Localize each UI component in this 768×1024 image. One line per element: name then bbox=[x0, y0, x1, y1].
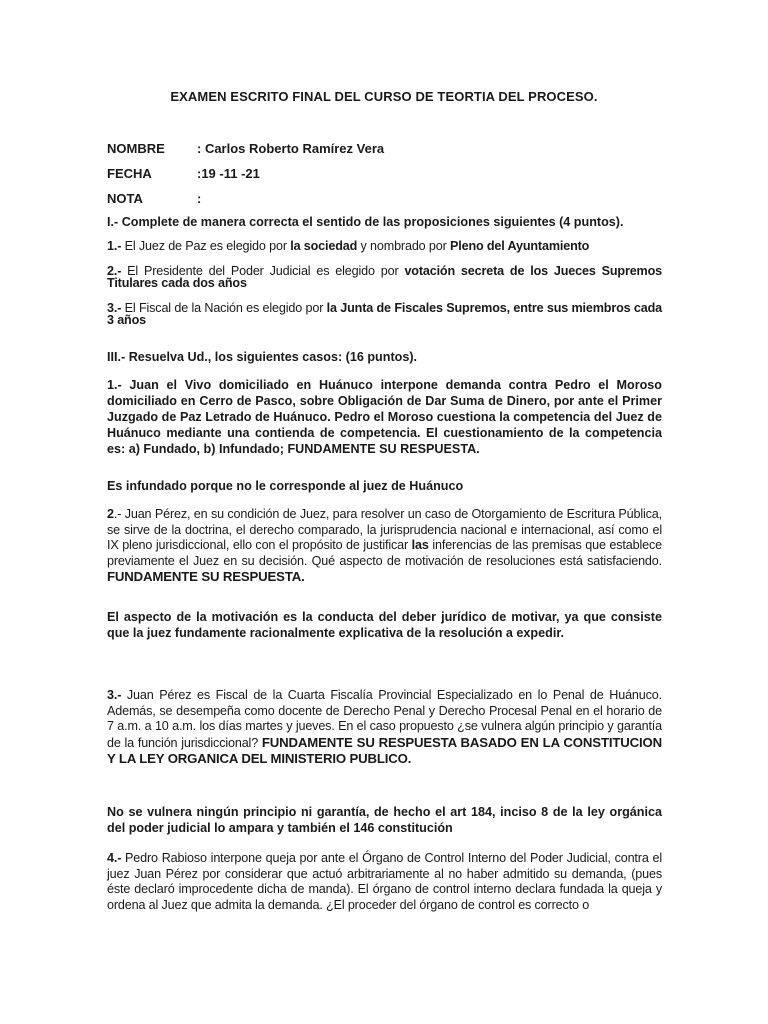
case-1-answer: Es infundado porque no le corresponde al juez de Huánuco bbox=[107, 479, 464, 493]
field-value: :19 -11 -21 bbox=[197, 166, 260, 181]
case-emphasis: FUNDAMENTE SU RESPUESTA BASADO EN LA CONSTITUCION Y LA LEY ORGANICA DEL MINISTERIO PUBLICO. bbox=[107, 734, 663, 766]
case-text: inferencias de las premisas que establece previamente el Juez en su decisión. Qué aspecto de motivación de resoluciones está satisfaciendo. bbox=[107, 538, 662, 568]
case-bold-word: las bbox=[411, 538, 429, 552]
question-text: El Fiscal de la Nación es elegido por bbox=[121, 301, 327, 315]
question-text: El Presidente del Poder Judicial es elegido por bbox=[121, 264, 405, 278]
question-1 bbox=[107, 239, 662, 255]
exam-title: EXAMEN ESCRITO FINAL DEL CURSO DE TEORTIA DEL PROCESO. bbox=[170, 89, 598, 104]
question-text: El Juez de Paz es elegido por bbox=[121, 239, 291, 253]
field-label: NOMBRE bbox=[107, 141, 165, 156]
answer-text: la sociedad bbox=[290, 239, 358, 253]
field-label: FECHA bbox=[107, 166, 152, 181]
answer-text: Pleno del Ayuntamiento bbox=[450, 239, 590, 253]
case-text: .- Juan Pérez, en su condición de Juez, para resolver un caso de Otorgamiento de Escritura Pública, se sirve de la doctrina, el derecho comparado, la jurisprudencia nacional e internacional, así como el IX pleno jurisdiccional, ello con el propósito de justificar bbox=[107, 507, 662, 552]
field-fecha bbox=[107, 166, 260, 181]
case-number: 2 bbox=[107, 507, 114, 521]
case-text: Juan Pérez es Fiscal de la Cuarta Fiscalía Provincial Especializado en lo Penal de Huánuco. Además, se desempeña como docente de Derecho Penal y Derecho Procesal Penal en el horario de 7 a.m. a 10 a.m. los días martes y jueves. En el caso propuesto ¿se vulnera algún principio y garantía de la función jurisdiccional? bbox=[107, 688, 662, 750]
question-number: 1.- bbox=[107, 239, 122, 253]
case-number: 4.- bbox=[107, 851, 122, 865]
case-number: 1.- bbox=[107, 378, 122, 392]
case-text: Pedro Rabioso interpone queja por ante el Órgano de Control Interno del Poder Judicial, contra el juez Juan Pérez por considerar que actuó arbitrariamente al no haber admitido su demanda, (pues éste declaró improcedente dicha de manda). El órgano de control interno declara fundada la queja y ordena al Juez que admita la demanda. ¿El proceder del órgano de control es correcto o bbox=[107, 851, 662, 912]
case-4 bbox=[107, 851, 662, 913]
question-3 bbox=[107, 302, 662, 326]
field-nota bbox=[107, 191, 201, 206]
question-number: 2.- bbox=[107, 264, 122, 278]
section-1-heading: I.- Complete de manera correcta el sentido de las proposiciones siguientes (4 puntos). bbox=[107, 215, 624, 229]
case-emphasis: FUNDAMENTE SU RESPUESTA. bbox=[107, 569, 305, 584]
field-label: NOTA bbox=[107, 191, 143, 206]
question-text: y nombrado por bbox=[357, 239, 450, 253]
case-3-answer: No se vulnera ningún principio ni garantía, de hecho el art 184, inciso 8 de la ley orgánica del poder judicial lo ampara y también el 146 constitución bbox=[107, 805, 662, 835]
field-nombre bbox=[107, 141, 384, 156]
case-2-answer: El aspecto de la motivación es la conducta del deber jurídico de motivar, ya que consiste que la juez fundamente racionalmente explicativa de la resolución a expedir. bbox=[107, 610, 662, 640]
question-2 bbox=[107, 265, 662, 289]
case-number: 3.- bbox=[107, 688, 122, 702]
case-2 bbox=[107, 507, 662, 586]
question-number: 3.- bbox=[107, 301, 122, 315]
case-1 bbox=[107, 377, 662, 457]
answer-text: la Junta de Fiscales Supremos, entre sus miembros cada 3 años bbox=[107, 301, 662, 327]
section-3-heading: III.- Resuelva Ud., los siguientes casos: (16 puntos). bbox=[107, 350, 418, 364]
field-value: : Carlos Roberto Ramírez Vera bbox=[197, 141, 385, 156]
field-value: : bbox=[197, 191, 202, 206]
case-3 bbox=[107, 688, 662, 768]
answer-text: votación secreta de los Jueces Supremos Titulares cada dos años bbox=[107, 264, 663, 290]
case-text: Juan el Vivo domiciliado en Huánuco interpone demanda contra Pedro el Moroso domiciliado en Cerro de Pasco, sobre Obligación de Dar Suma de Dinero, por ante el Primer Juzgado de Paz Letrado de Huánuco. Pedro el Moroso cuestiona la competencia del Juez de Huánuco mediante una contienda de competencia. El cuestionamiento de la competencia es: a) Fundado, b) Infundado; FUNDAMENTE SU RESPUESTA. bbox=[107, 378, 662, 456]
